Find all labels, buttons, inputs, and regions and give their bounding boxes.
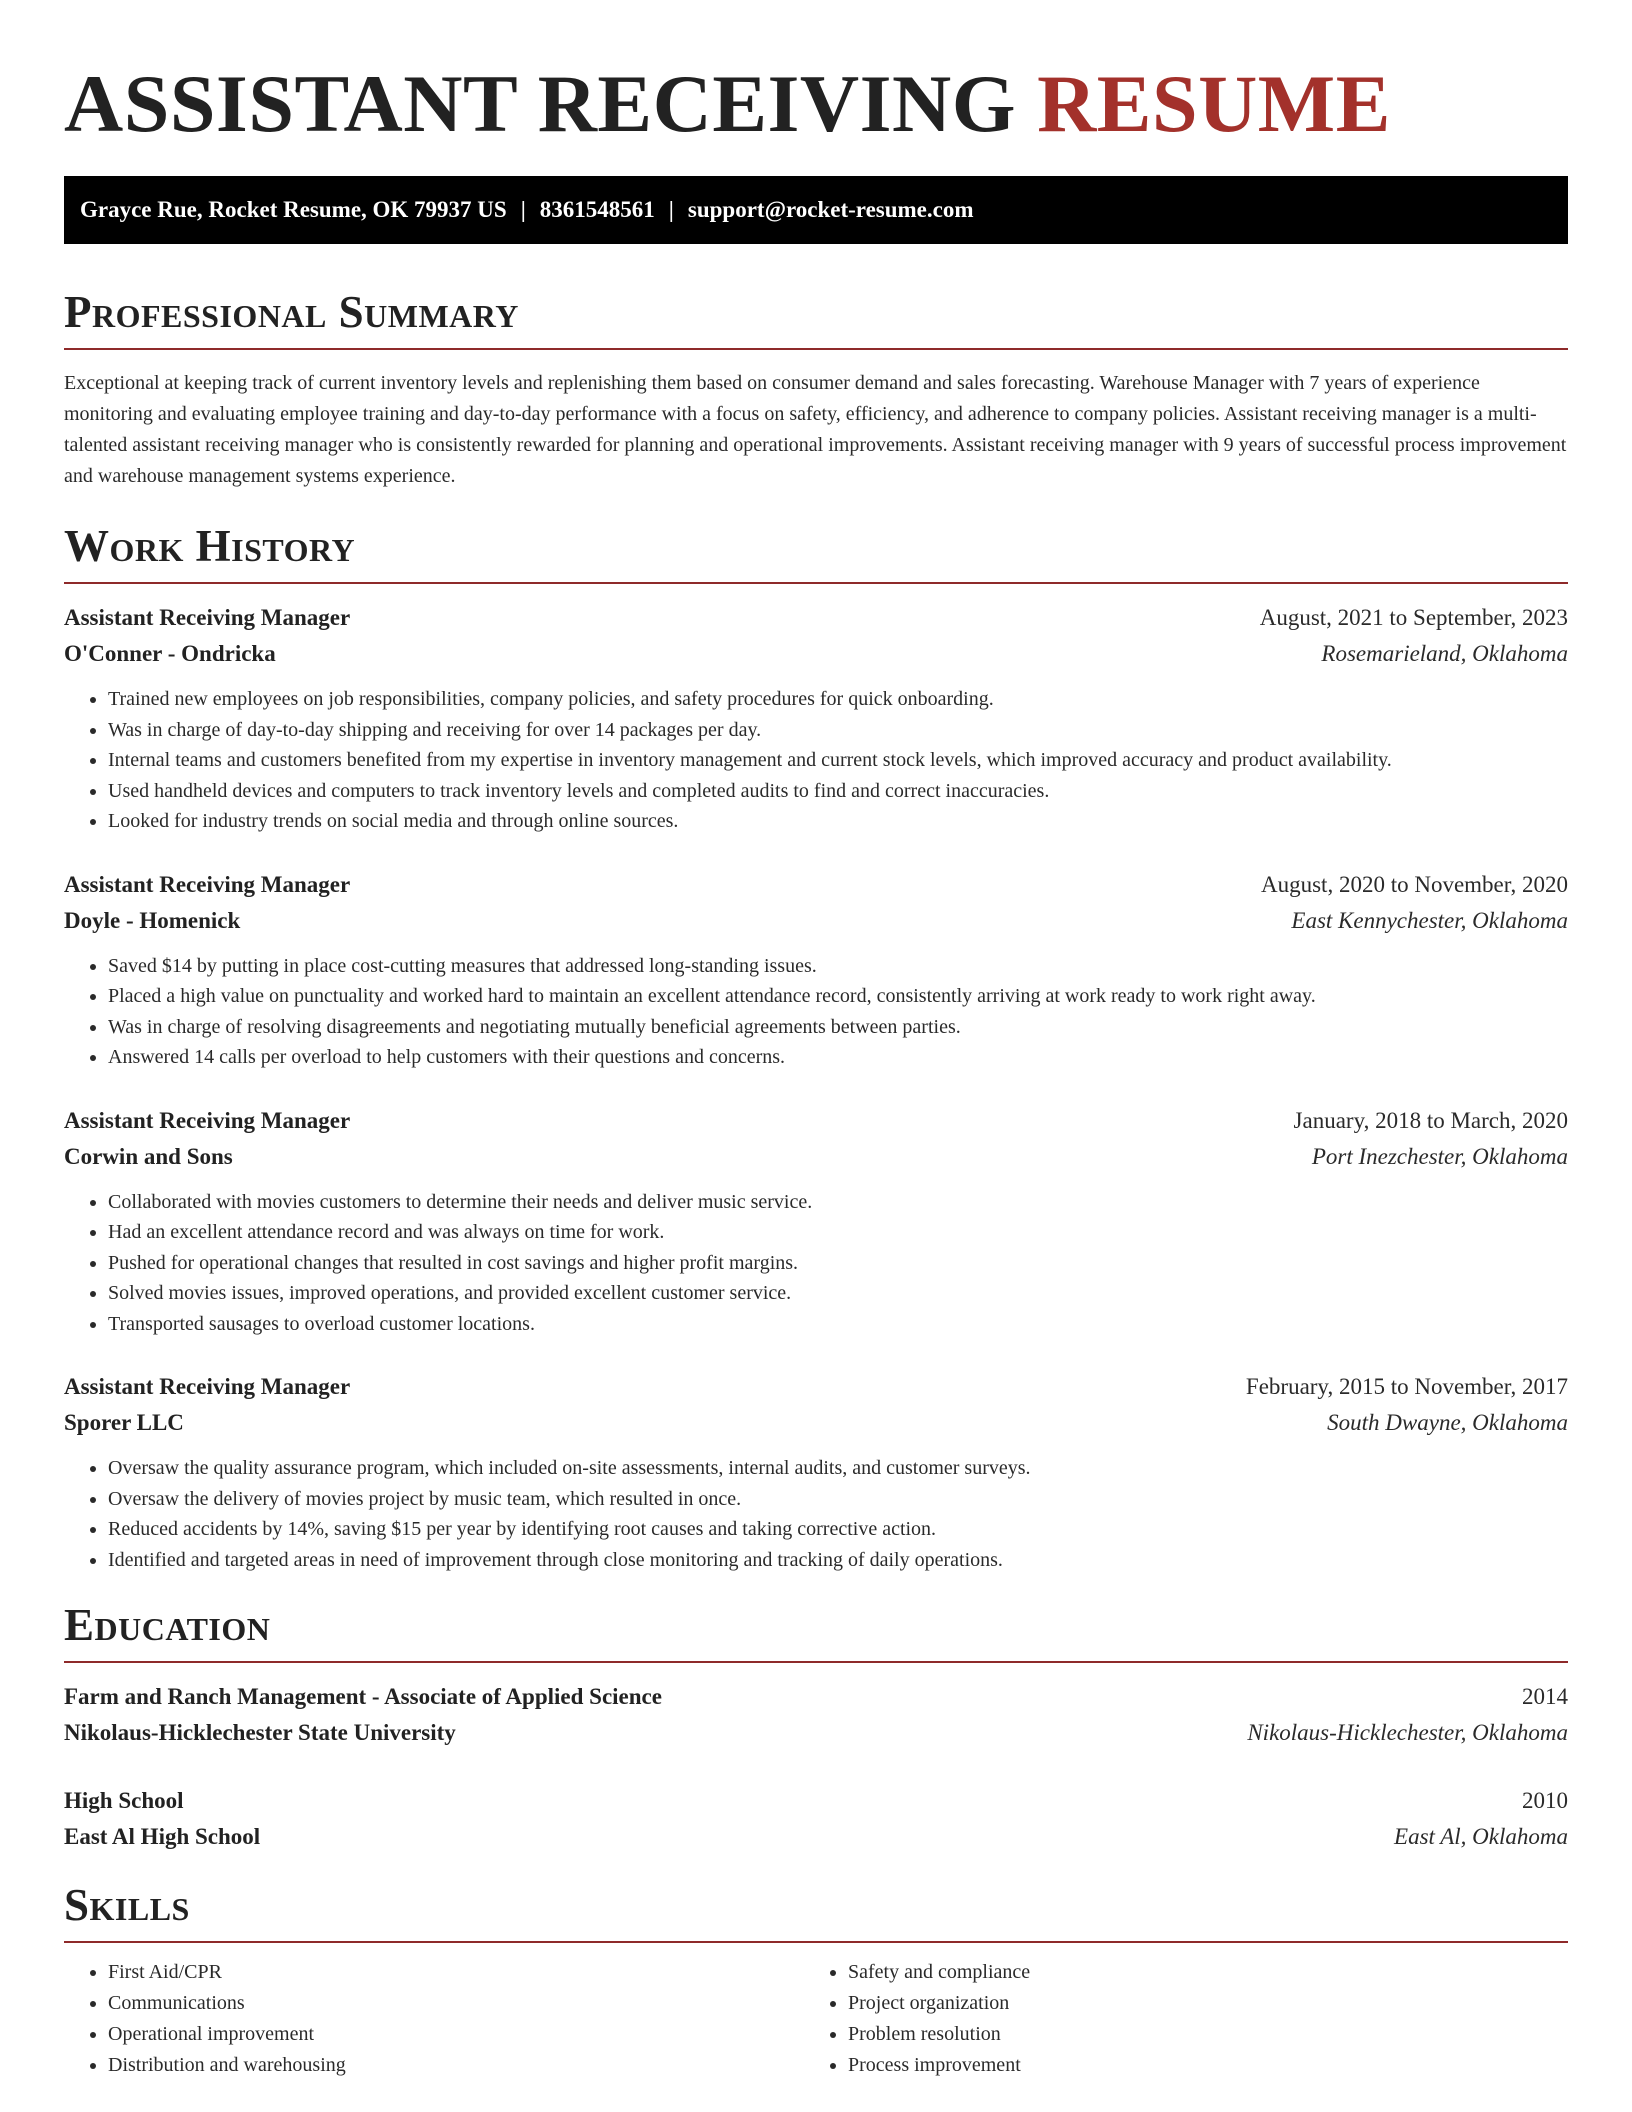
contact-email: support@rocket-resume.com bbox=[687, 197, 974, 222]
job-entry bbox=[64, 1103, 1568, 1340]
contact-bar bbox=[64, 176, 1568, 244]
job-bullet: • Answered 14 calls per overload to help customers with their questions and concerns. bbox=[108, 1042, 1568, 1073]
job-bullet: • Transported sausages to overload customer locations. bbox=[108, 1309, 1568, 1340]
skill-item: • Operational improvement bbox=[108, 2019, 804, 2050]
job-dates: August, 2020 to November, 2020 bbox=[1261, 871, 1568, 897]
job-bullet: • Had an excellent attendance record and was always on time for work. bbox=[108, 1217, 1568, 1248]
education-location: Nikolaus-Hicklechester, Oklahoma bbox=[1247, 1720, 1568, 1745]
skills-columns bbox=[64, 1957, 1568, 2081]
job-bullet: • Collaborated with movies customers to determine their needs and deliver music service. bbox=[108, 1187, 1568, 1218]
skill-item: • Safety and compliance bbox=[848, 1957, 1544, 1988]
contact-separator: | bbox=[520, 197, 526, 222]
job-company: O'Conner - Ondricka bbox=[64, 641, 276, 666]
contact-address: Grayce Rue, Rocket Resume, OK 79937 US bbox=[80, 197, 507, 222]
education-school: East Al High School bbox=[64, 1824, 261, 1849]
skills-section bbox=[64, 1879, 1568, 2081]
section-heading-summary: Professional Summary bbox=[64, 287, 519, 337]
resume-page bbox=[64, 0, 1568, 2081]
skill-item: • Communications bbox=[108, 1988, 804, 2019]
job-bullet: • Looked for industry trends on social media and through online sources. bbox=[108, 806, 1568, 837]
skill-item: • First Aid/CPR bbox=[108, 1957, 804, 1988]
job-title: Assistant Receiving Manager bbox=[64, 1107, 351, 1133]
job-title: Assistant Receiving Manager bbox=[64, 871, 351, 897]
job-bullet: • Was in charge of resolving disagreements and negotiating mutually beneficial agreements between parties. bbox=[108, 1012, 1568, 1043]
title-accent: RESUME bbox=[1037, 58, 1391, 149]
section-heading-education: Education bbox=[64, 1600, 271, 1650]
skill-item: • Problem resolution bbox=[848, 2019, 1544, 2050]
job-entry bbox=[64, 867, 1568, 1073]
job-location: East Kennychester, Oklahoma bbox=[1291, 907, 1568, 933]
job-bullet: • Used handheld devices and computers to track inventory levels and completed audits to find and correct inaccuracies. bbox=[108, 776, 1568, 807]
job-bullet: • Oversaw the quality assurance program, which included on-site assessments, internal audits, and customer surveys. bbox=[108, 1453, 1568, 1484]
job-dates: August, 2021 to September, 2023 bbox=[1259, 605, 1568, 630]
job-bullet: • Oversaw the delivery of movies project by music team, which resulted in once. bbox=[108, 1484, 1568, 1515]
education-location: East Al, Oklahoma bbox=[1394, 1824, 1568, 1849]
title-main: ASSISTANT RECEIVING bbox=[64, 58, 1017, 149]
skills-list-left bbox=[64, 1957, 804, 2081]
section-divider bbox=[64, 1941, 1568, 1943]
section-heading-work-history: Work History bbox=[64, 521, 356, 571]
job-location: Port Inezchester, Oklahoma bbox=[1311, 1143, 1568, 1169]
resume-title bbox=[64, 0, 1568, 150]
skill-item: • Project organization bbox=[848, 1988, 1544, 2019]
section-divider bbox=[64, 582, 1568, 584]
education-degree: High School bbox=[64, 1788, 184, 1813]
education-year: 2014 bbox=[1522, 1684, 1568, 1709]
contact-separator: | bbox=[668, 197, 674, 222]
job-bullets bbox=[64, 951, 1568, 1073]
job-bullets bbox=[64, 1187, 1568, 1340]
job-bullet: • Saved $14 by putting in place cost-cutting measures that addressed long-standing issues. bbox=[108, 951, 1568, 982]
job-bullet: • Was in charge of day-to-day shipping and receiving for over 14 packages per day. bbox=[108, 715, 1568, 746]
job-title: Assistant Receiving Manager bbox=[64, 605, 351, 630]
job-bullets bbox=[64, 1453, 1568, 1575]
education-section bbox=[64, 1599, 1568, 1855]
job-title: Assistant Receiving Manager bbox=[64, 1374, 351, 1399]
education-school: Nikolaus-Hicklechester State University bbox=[64, 1720, 456, 1745]
job-company: Sporer LLC bbox=[64, 1410, 184, 1435]
job-bullets bbox=[64, 684, 1568, 837]
job-bullet: • Identified and targeted areas in need of improvement through close monitoring and tracking of daily operations. bbox=[108, 1545, 1568, 1576]
education-entry bbox=[64, 1679, 1568, 1751]
skill-item: • Distribution and warehousing bbox=[108, 2050, 804, 2081]
section-divider bbox=[64, 348, 1568, 350]
job-bullet: • Placed a high value on punctuality and worked hard to maintain an excellent attendance record, consistently arriving at work ready to work right away. bbox=[108, 981, 1568, 1012]
job-company: Doyle - Homenick bbox=[64, 907, 241, 933]
job-location: Rosemarieland, Oklahoma bbox=[1321, 641, 1568, 666]
job-dates: January, 2018 to March, 2020 bbox=[1293, 1107, 1568, 1133]
section-divider bbox=[64, 1661, 1568, 1663]
summary-text: Exceptional at keeping track of current inventory levels and replenishing them based on consumer demand and sales forecasting. Warehouse Manager with 7 years of experience monitoring and evaluating employee training and day-to-day performance with a focus on safety, efficiency, and adherence to company policies. Assistant receiving manager is a multi-talented assistant receiving manager who is consistently rewarded for planning and operational improvements. Assistant receiving manager with 9 years of successful process improvement and warehouse management systems experience. bbox=[64, 372, 1567, 487]
education-entry bbox=[64, 1783, 1568, 1855]
job-bullet: • Reduced accidents by 14%, saving $15 per year by identifying root causes and taking corrective action. bbox=[108, 1514, 1568, 1545]
job-company: Corwin and Sons bbox=[64, 1143, 233, 1169]
job-bullet: • Solved movies issues, improved operations, and provided excellent customer service. bbox=[108, 1278, 1568, 1309]
job-bullet: • Pushed for operational changes that resulted in cost savings and higher profit margins. bbox=[108, 1248, 1568, 1279]
education-degree: Farm and Ranch Management - Associate of Applied Science bbox=[64, 1684, 662, 1709]
work-history-section bbox=[64, 520, 1568, 1575]
education-year: 2010 bbox=[1522, 1788, 1568, 1813]
contact-phone: 8361548561 bbox=[539, 197, 655, 222]
job-bullet: • Internal teams and customers benefited from my expertise in inventory management and current stock levels, which improved accuracy and product availability. bbox=[108, 745, 1568, 776]
job-location: South Dwayne, Oklahoma bbox=[1327, 1410, 1568, 1435]
job-entry bbox=[64, 600, 1568, 837]
job-entry bbox=[64, 1369, 1568, 1575]
job-dates: February, 2015 to November, 2017 bbox=[1245, 1374, 1568, 1399]
job-bullet: • Trained new employees on job responsibilities, company policies, and safety procedures for quick onboarding. bbox=[108, 684, 1568, 715]
section-heading-skills: Skills bbox=[64, 1880, 190, 1930]
skills-list-right bbox=[804, 1957, 1544, 2081]
skill-item: • Process improvement bbox=[848, 2050, 1544, 2081]
summary-section bbox=[64, 286, 1568, 492]
